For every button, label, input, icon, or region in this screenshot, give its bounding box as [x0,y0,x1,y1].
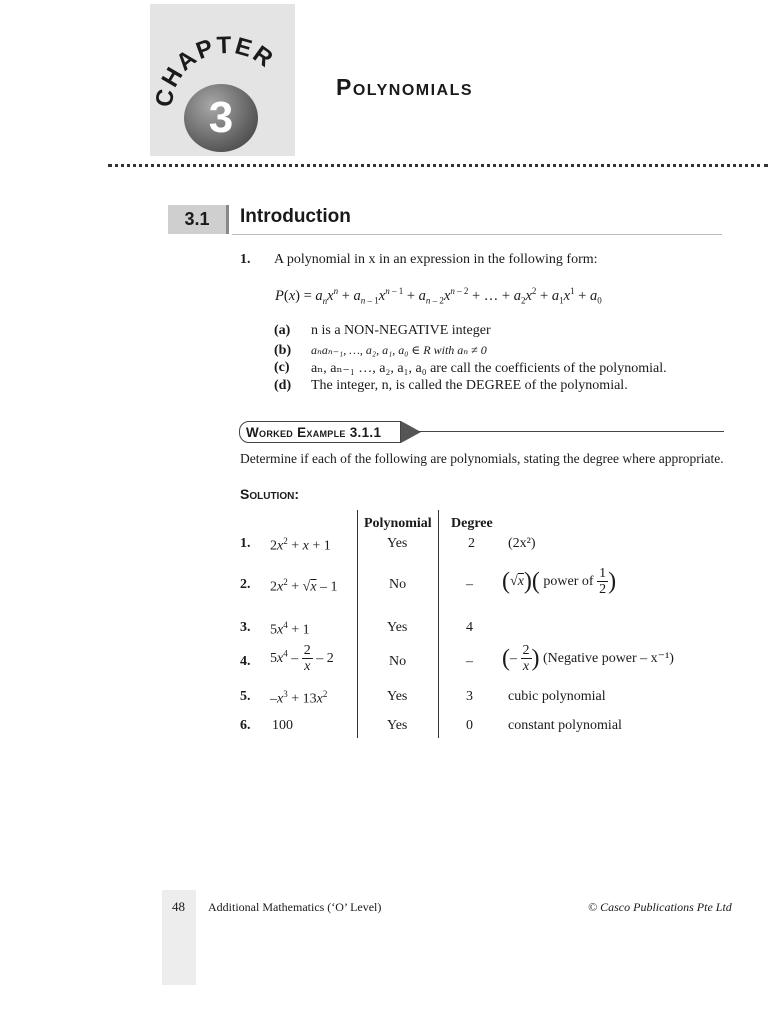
chapter-title: Polynomials [336,74,474,100]
page-number: 48 [172,899,185,914]
table-divider-1 [357,510,358,738]
chapter-word: CHAPTER [150,31,280,109]
row-degree-value: 4 [466,620,473,635]
row-expression: $2x^2 + √x - 1$ [270,577,338,595]
row-number: 4. [240,654,251,669]
row-note: constant polynomial [508,718,622,733]
row-expression: $2x^2 + x + 1$ [270,536,331,554]
row-number: 5. [240,689,251,704]
row-note: (2x²) [508,536,536,551]
row-expression: $5x^4$ – $\frac{2}{x}$ – 2 [270,643,334,675]
row-degree-value: 3 [466,689,473,704]
row-degree-value: 2 [468,536,475,551]
condition-b-label: (b) [274,343,292,358]
row-number: 2. [240,577,251,592]
worked-example-arrow-icon [401,421,421,443]
publisher: © Casco Publications Pte Ltd [588,900,732,914]
condition-c-text: aₙ, aₙ₋₁ …, a₂, a₁, a₀ are call the coefficients of the polynomial. [311,361,667,376]
dotted-divider [108,164,768,175]
condition-a-label: (a) [274,323,291,338]
row-expression: 100 [272,718,293,733]
row-degree-value: – [466,654,473,669]
row-polynomial-value: Yes [387,536,408,551]
row-polynomial-value: No [389,654,407,669]
intro-text: A polynomial in x in an expression in the following form: [274,252,598,267]
worked-example-rule [418,431,724,432]
row-number: 6. [240,718,251,733]
column-header-degree: Degree [451,516,493,531]
polynomial-formula: $P(x) = a_nx^n + a_{n - 1}x^{n - 1} + a_{n - 2}x^{n - 2}$ + … + $a_2x^2 + a_1x^1 + a_0$ [275,286,602,306]
row-degree-value: 0 [466,718,473,733]
column-header-polynomial: Polynomial [364,516,432,531]
worked-example-question: Determine if each of the following are polynomials, stating the degree where appropriate. [240,451,724,466]
row-number: 3. [240,620,251,635]
row-polynomial-value: Yes [387,689,408,704]
worked-example-label: Worked Example 3.1.1 [239,421,401,443]
section-title: Introduction [240,206,351,227]
chapter-number: 3 [184,84,258,152]
intro-item-number: 1. [240,252,251,267]
row-note: (– $\frac{2}{x}$ ) (Negative power – x⁻¹) [502,643,674,675]
row-polynomial-value: Yes [387,718,408,733]
condition-b-text: aₙaₙ₋₁, …, a₂, a₁, a₀ ∈ R with aₙ ≠ 0 [311,343,487,357]
condition-d-text: The integer, n, is called the DEGREE of the polynomial. [311,378,628,393]
row-expression: $5x^4 + 1$ [270,620,310,638]
row-expression: $-x^3 + 13x^2$ [270,689,328,707]
row-degree-value: – [466,577,473,592]
condition-a-text: n is a NON-NEGATIVE integer [311,323,491,338]
row-note: cubic polynomial [508,689,606,704]
row-note: (√x)( power of $\frac{1}{2}$ ) [502,566,617,598]
condition-d-label: (d) [274,378,292,393]
section-number: 3.1 [168,205,229,234]
table-divider-2 [438,510,439,738]
section-rule [232,234,722,235]
row-polynomial-value: No [389,577,407,592]
condition-c-label: (c) [274,360,290,375]
row-number: 1. [240,536,251,551]
row-polynomial-value: Yes [387,620,408,635]
book-title: Additional Mathematics (‘O’ Level) [208,900,382,914]
solution-label: Solution: [240,486,299,502]
